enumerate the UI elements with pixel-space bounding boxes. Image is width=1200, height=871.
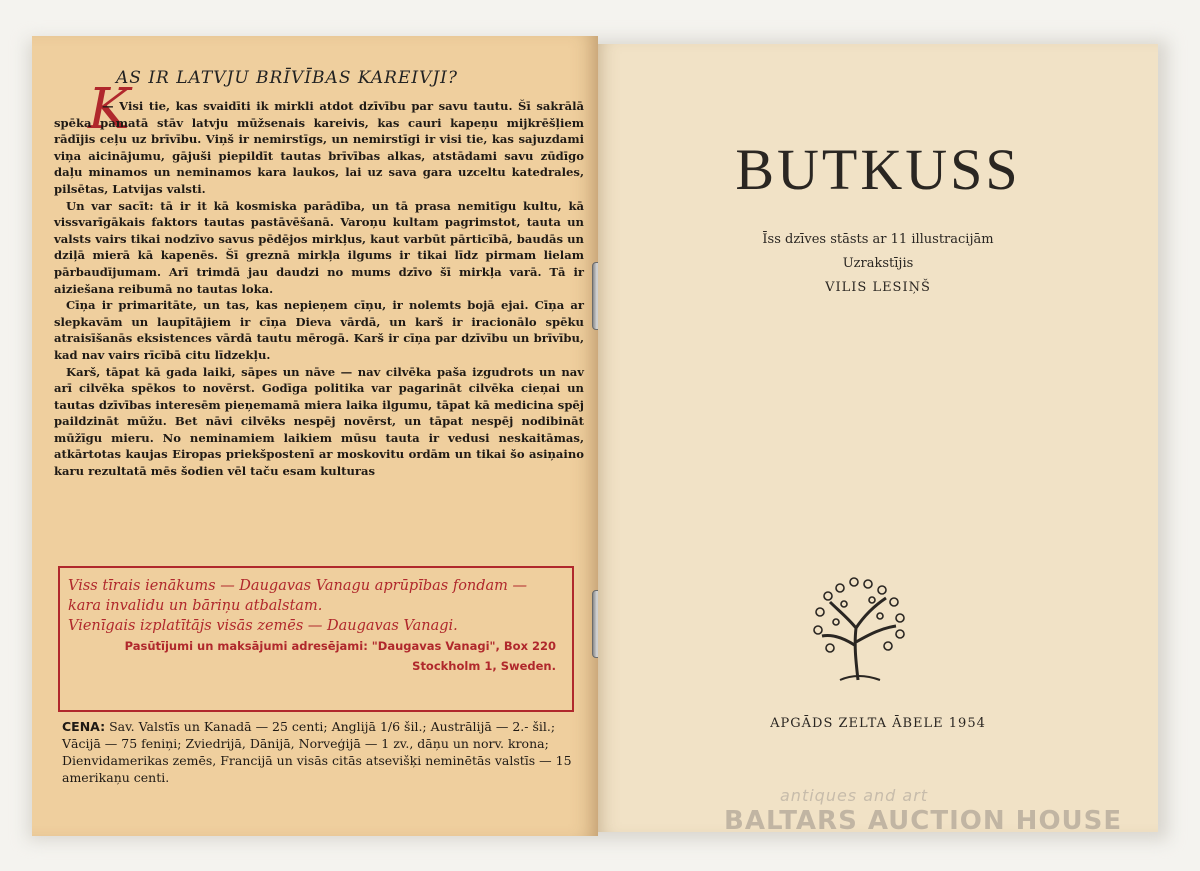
subtitle: Īss dzīves stāsts ar 11 illustracijām <box>762 232 994 247</box>
price-list <box>62 718 572 786</box>
notice-distributor: Vienīgais izplatītājs visās zemēs — Daugavas Vanagi. <box>68 618 458 634</box>
book-title: BUTKUSS <box>735 137 1021 202</box>
paragraph: Karš, tāpat kā gada laiki, sāpes un nāve — nav cilvēka paša izgudrots un nav arī cilvēka spēkos to novērst. Godīga politika var pagarināt cilvēka cieņai un tautas dzīvības interesēm pieņemamā miera laika ilgumu, tāpat kā medicina spēj paildzināt mūžu. Bet nāvi cilvēks nespēj novērst, un tāpat nespēj nodibināt mūžīgu mieru. No neminamiem laikiem mūsu tauta ir vedusi neskaitāmas, atkārtotas kaujas Eiropas priekšpostenī ar moskovitu ordām un tikai šo asiņaino karu rezultatā mēs šodien vēl taču esam kulturas <box>54 364 584 479</box>
paragraph: Cīņa ir primaritāte, un tas, kas nepieņem cīņu, ir nolemts bojā ejai. Cīņa ar slepkavām un laupītājiem ir cīņa Dieva vārdā, un karš ir iracionālo spēku atraisīšanās eksistences vārdā tautu mērogā. Karš ir cīņa par dzīvību un brīvību, kad nav vairs rīcībā citu līdzekļu. <box>54 298 584 362</box>
heading-text: AS IR LATVJU BRĪVĪBAS KAREIVJI? <box>116 68 458 88</box>
notice-income: Viss tīrais ienākums — Daugavas Vanagu aprūpības fondam — kara invalidu un bāriņu atbalstam. <box>68 578 528 614</box>
article-text <box>54 98 584 480</box>
price-label: CENA: <box>62 719 106 734</box>
paragraph: — Visi tie, kas svaidīti ik mirkli atdot dzīvību par savu tautu. Šī sakrālā spēka pamatā stāv latvju mūžsenais kareivis, kas cauri kapeņu mijkrēšļiem rādījis ceļu uz brīvību. Viņš ir nemirstīgs, un nemirstīgi ir visi tie, kas sajuzdami viņa aicinājumu, gājuši piepildīt tautas brīvības alkas, atstādami savu zūdīgo daļu minamos un neminamos kara laukos, lai uz sava gara uzceltu katedrales, pilsētas, Latvijas valsti. <box>54 99 584 196</box>
notice-box <box>58 566 574 712</box>
watermark-tagline: antiques and art <box>780 786 929 805</box>
watermark-brand: BALTARS AUCTION HOUSE <box>724 806 1123 836</box>
price-text: Sav. Valstīs un Kanadā — 25 centi; Anglijā 1/6 šil.; Austrālijā — 2.- šil.; Vācijā — 75 feniņi; Zviedrijā, Dānijā, Norveģijā — 1 zv., dāņu un norv. krona; Dienvidamerikas zemēs, Francijā un visās citās atsevišķi neminētās valstīs — 15 amerikaņu centi. <box>62 719 572 785</box>
notice-orders: Pasūtījumi un maksājumi adresējami: "Daugavas Vanagi", Box 220 <box>124 639 556 653</box>
right-page <box>598 44 1158 832</box>
author-label: Uzrakstījis <box>842 256 914 271</box>
author-name: VILIS LESIŅŠ <box>825 280 931 295</box>
notice-address: Stockholm 1, Sweden. <box>412 659 556 673</box>
apple-tree-icon <box>810 572 910 682</box>
drop-cap: K <box>88 77 131 142</box>
left-page <box>32 36 598 836</box>
publisher: APGĀDS ZELTA ĀBELE 1954 <box>770 716 986 731</box>
paragraph: Un var sacīt: tā ir it kā kosmiska parādība, un tā prasa nemitīgu kultu, kā vissvarīgākais faktors tautas pastāvēšanā. Varoņu kultam pagrimstot, tauta un valsts vairs tikai nodzīvo savus pēdējos mirkļus, kaut varbūt pārticībā, baudās un dziļā mierā kā kapenēs. Šī greznā mirkļa ilgums ir tikai līdz pirmam lielam pārbaudījumam. Arī trimdā jau daudzi no mums dzīvo šī mirkļa varā. Tā ir aiziešana reibumā no tautas loka. <box>54 198 584 296</box>
